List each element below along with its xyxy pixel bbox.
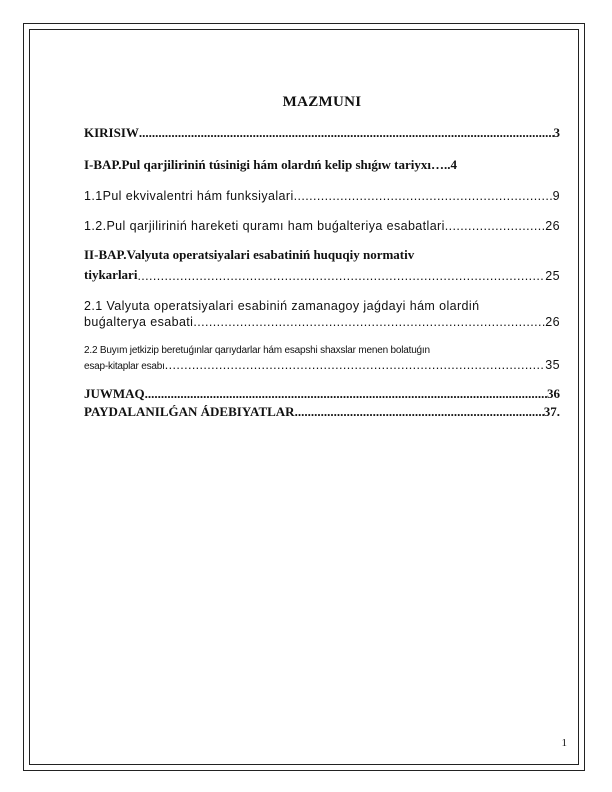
toc-entry-2-2-line1: 2.2 Buyım jetkizip beretuǵınlar qarıydarlar hám esapshi shaxslar menen bolatuǵın: [84, 345, 430, 356]
toc-entry-bap2-line2: [84, 267, 560, 283]
toc-entry-page: 35: [545, 358, 560, 372]
toc-entry-page: 25: [545, 269, 560, 283]
toc-entry-kirisiw: [84, 125, 560, 141]
leader-dots: [137, 269, 545, 283]
leader-dots: [294, 189, 553, 203]
toc-entry-text: buǵalterya esabati: [84, 315, 194, 329]
leader-dots: [295, 404, 544, 420]
toc-entry-page: 9: [552, 189, 560, 203]
toc-entry-text: KIRISIW: [84, 125, 139, 140]
toc-entry-2-1-line1: 2.1 Valyuta operatsiyalari esabiniń zamanagoy jaǵdayi hám olardiń: [84, 299, 480, 313]
toc-entry-paydalanilgan: [84, 404, 560, 420]
toc-entry-bap1: [84, 157, 560, 173]
toc-entry-text: 1.1Pul ekvivalentri hám funksiyalari: [84, 189, 294, 203]
leader-dots: [445, 219, 545, 233]
table-of-contents: [84, 94, 560, 420]
toc-entry-text: 1.2.Pul qarjiliriniń hareketi quramı ham buǵalteriya esabatlari: [84, 219, 445, 233]
toc-entry-2-2-line2: [84, 358, 560, 372]
page-number: 1: [561, 737, 567, 749]
toc-title: MAZMUNI: [282, 94, 362, 110]
leader-dots: [145, 386, 547, 402]
leader-dots: [193, 315, 545, 329]
leader-dots: [165, 358, 546, 372]
toc-entry-text: JUWMAQ: [84, 386, 145, 401]
toc-entry-2-1-line2: [84, 315, 560, 329]
toc-entry-text: I-BAP.Pul qarjiliriniń túsinigi hám olardıń kelip shıǵıw tariyxı…: [84, 157, 444, 172]
toc-entry-page: 36: [547, 386, 560, 401]
toc-entry-page: 26: [545, 315, 560, 329]
toc-entry-page: 3: [553, 125, 560, 140]
toc-entry-1-1: [84, 189, 560, 203]
toc-entry-page: ..4: [443, 157, 457, 172]
toc-entry-juwmaq: [84, 386, 560, 402]
toc-entry-page: 37.: [543, 404, 560, 419]
leader-dots: [139, 125, 554, 141]
toc-entry-page: 26: [545, 219, 560, 233]
toc-entry-text: tiykarlari: [84, 267, 138, 282]
toc-entry-text: PAYDALANILǴAN ÁDEBIYATLAR: [84, 404, 295, 419]
toc-entry-text: esap-kitaplar esabı: [84, 361, 165, 372]
toc-entry-1-2: [84, 219, 560, 233]
toc-entry-bap2-line1: II-BAP.Valyuta operatsiyalari esabatiniń huquqiy normativ: [84, 247, 415, 262]
